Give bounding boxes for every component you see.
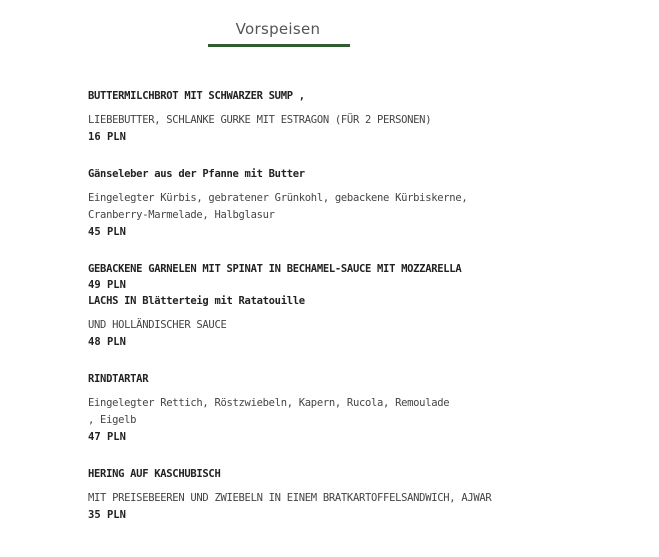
menu-item (88, 88, 628, 145)
menu-item-price: 47 PLN (88, 431, 126, 443)
menu-item-price: 49 PLN (88, 279, 126, 291)
menu-item-price: 16 PLN (88, 131, 126, 143)
menu-item-price: 48 PLN (88, 336, 126, 348)
menu-item-description: LIEBEBUTTER, SCHLANKE GURKE MIT ESTRAGON (FÜR 2 PERSONEN) (88, 114, 432, 126)
menu-item-name: HERING AUF KASCHUBISCH (88, 468, 221, 480)
menu-item (88, 166, 628, 240)
menu-item-description (88, 395, 628, 429)
menu-item-price: 45 PLN (88, 226, 126, 238)
menu-item (88, 261, 628, 293)
menu-item-name: Gänseleber aus der Pfanne mit Butter (88, 168, 305, 180)
menu-item-description-line: , Eigelb (88, 414, 137, 426)
menu-item-name: RINDTARTAR (88, 373, 149, 385)
menu-item-name: LACHS IN Blätterteig mit Ratatouille (88, 295, 305, 307)
menu-item (88, 466, 628, 523)
menu-item-description (88, 190, 628, 224)
menu-item-name: GEBACKENE GARNELEN MIT SPINAT IN BECHAMEL-SAUCE MIT MOZZARELLA (88, 263, 462, 275)
section-title: Vorspeisen (235, 20, 321, 38)
menu-item (88, 371, 628, 445)
menu-item-description-line: Eingelegter Kürbis, gebratener Grünkohl, gebackene Kürbiskerne, (88, 192, 468, 204)
menu-item (88, 293, 628, 350)
menu-item-description-line: Cranberry-Marmelade, Halbglasur (88, 209, 275, 221)
menu-list (88, 88, 628, 523)
menu-item-description: UND HOLLÄNDISCHER SAUCE (88, 319, 227, 331)
menu-item-description-line: Eingelegter Rettich, Röstzwiebeln, Kapern, Rucola, Remoulade (88, 397, 450, 409)
menu-item-description: MIT PREISEBEEREN UND ZWIEBELN IN EINEM BRATKARTOFFELSANDWICH, AJWAR (88, 492, 492, 504)
menu-item-name: BUTTERMILCHBROT MIT SCHWARZER SUMP , (88, 90, 305, 102)
menu-item-price: 35 PLN (88, 509, 126, 521)
section-title-underline (208, 44, 350, 47)
